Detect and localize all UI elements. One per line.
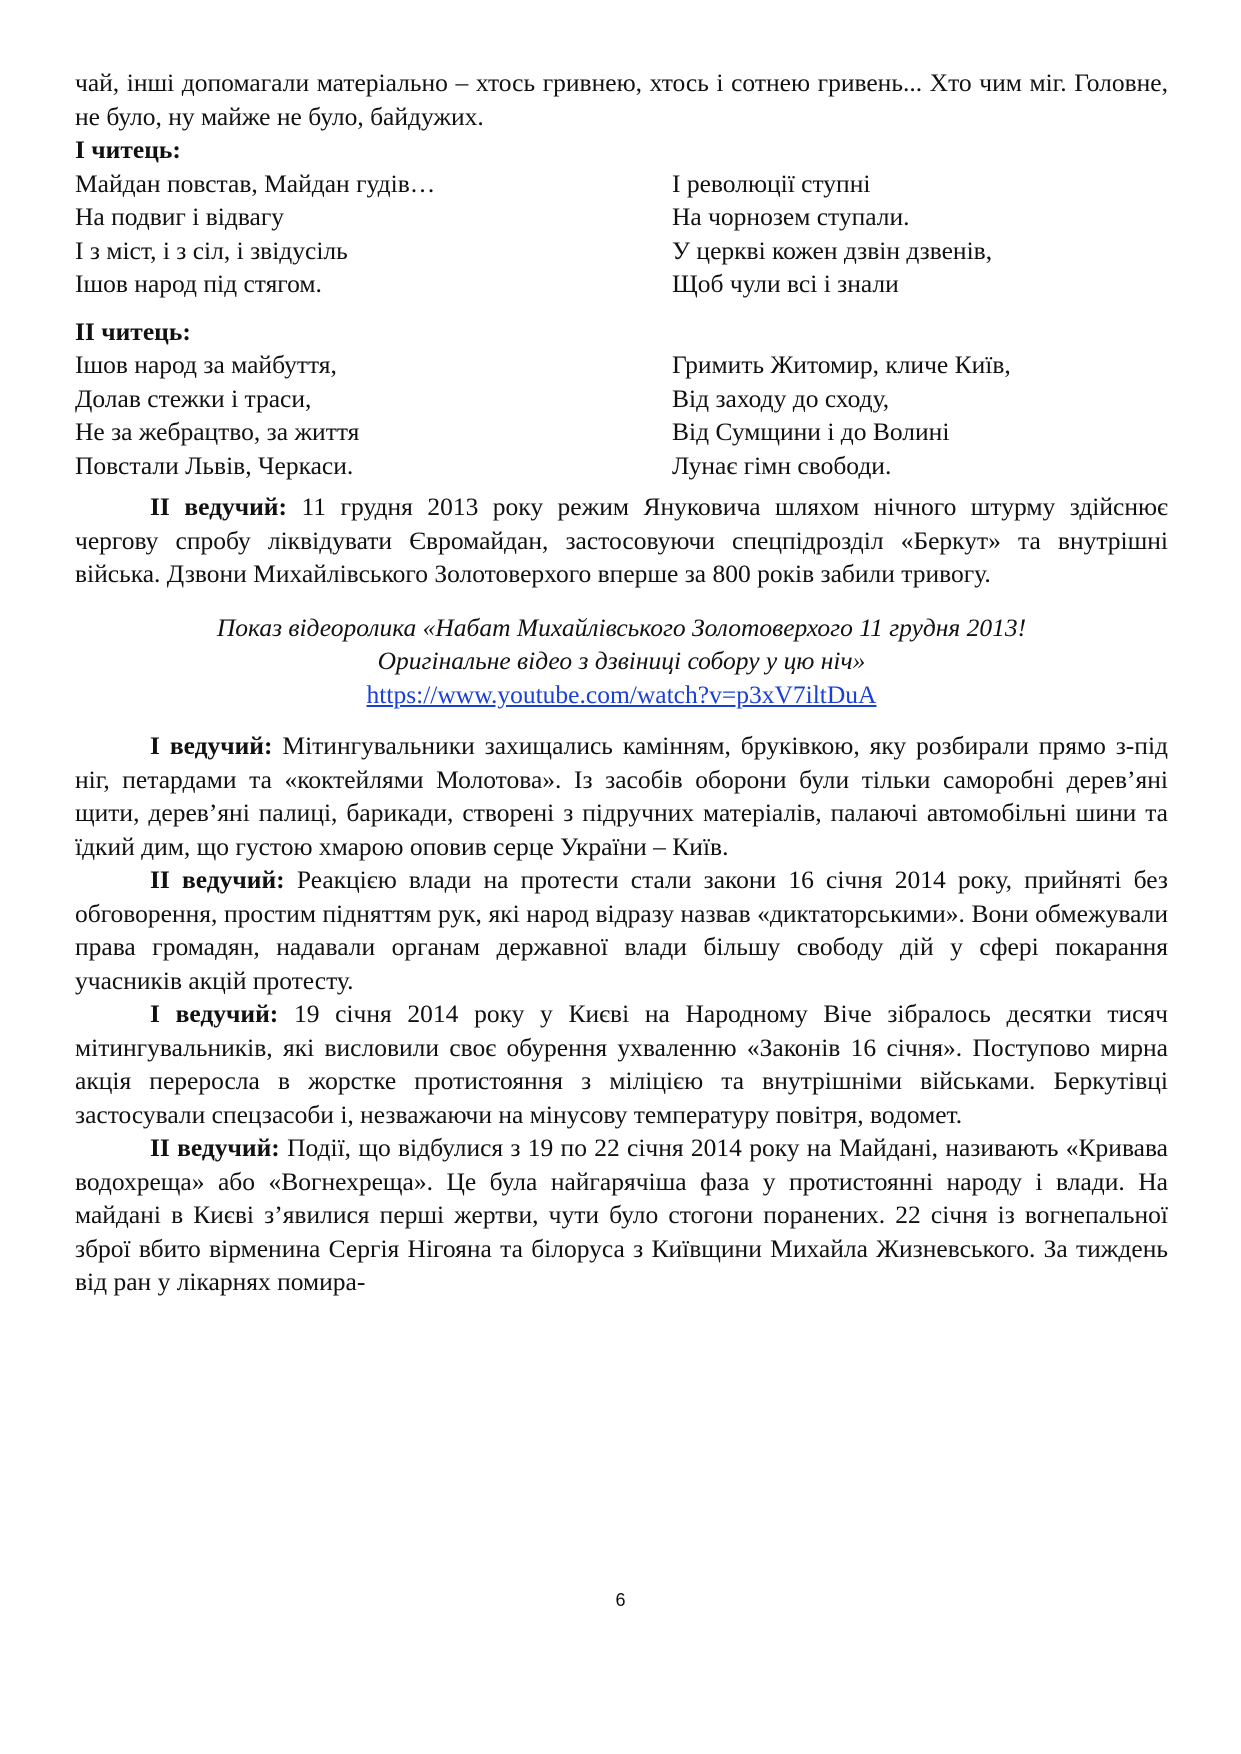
poem-line: Долав стежки і траси, <box>75 383 312 413</box>
poem-left-column <box>75 348 675 482</box>
paragraph-text: 19 січня 2014 року у Києві на Народному Віче зібралось десятки тисяч мітингувальників, які висловили своє обурення ухваленню «Законів 16 січня». Поступово мирна акція переросла в жорстке протистояння з міліцією та внутрішніми військами. Беркутівці застосували спецзасоби і, незважаючи на мінусову температуру повітря, водомет. <box>75 999 1168 1129</box>
poem-line: Від Сумщини і до Волині <box>672 417 950 446</box>
poem-line: Ішов народ за майбуття, <box>75 350 337 379</box>
poem-line: Повстали Львів, Черкаси. <box>75 450 354 480</box>
poem-left-column <box>75 167 675 301</box>
reader-1-heading: І читець: <box>75 135 181 164</box>
poem-line: На подвиг і відвагу <box>75 202 285 231</box>
poem-line: У церкві кожен дзвін дзвенів, <box>672 235 993 265</box>
speaker-label: І ведучий: <box>150 731 273 760</box>
poem-line: Гримить Житомир, кличе Київ, <box>672 350 1011 379</box>
speaker-label: ІІ ведучий: <box>150 865 285 894</box>
paragraph-text: Мітингувальники захищались камінням, бруківкою, яку розбирали прямо з-під ніг, петардами та «коктейлями Молотова». Із засобів оборони були тільки саморобні дерев’яні щити, дерев’яні палиці, барикади, створені з підручних матеріалів, палаючі автомобільні шини та їдкий дим, що густою хмарою оповив серце України – Київ. <box>75 731 1168 861</box>
speaker-label: ІІ ведучий: <box>150 1133 280 1162</box>
document-page <box>75 66 1168 1299</box>
poem-line: Не за жебрацтво, за життя <box>75 417 360 446</box>
poem-line: Від заходу до сходу, <box>672 383 890 413</box>
poem-line: Лунає гімн свободи. <box>672 450 892 480</box>
paragraph-5 <box>75 1131 1168 1299</box>
paragraph-4 <box>75 997 1168 1131</box>
page-number: 6 <box>615 1590 626 1610</box>
poem-line: Майдан повстав, Майдан гудів… <box>75 168 436 198</box>
poem-right-column <box>672 348 1011 482</box>
reader-2-poem <box>75 348 1168 482</box>
poem-line: І революції ступні <box>672 168 871 198</box>
poem-right-column <box>672 167 992 301</box>
speaker-label: ІІ ведучий: <box>150 492 287 521</box>
reader-1-poem <box>75 167 1168 301</box>
paragraph-3 <box>75 863 1168 997</box>
video-link[interactable]: https://www.youtube.com/watch?v=p3xV7iltDuA <box>366 679 877 709</box>
poem-line: І з міст, і з сіл, і звідусіль <box>75 235 348 265</box>
poem-line: На чорнозем ступали. <box>672 202 910 231</box>
paragraph-text: Реакцією влади на протести стали закони 16 січня 2014 року, прийняті без обговорення, простим підняттям рук, які народ відразу назвав «диктаторськими». Вони обмежували права громадян, надавали органам державної влади більшу свободу дій у сфері покарання учасників акцій протесту. <box>75 865 1169 995</box>
reader-2-heading: ІІ читець: <box>75 316 191 346</box>
paragraph-text: 11 грудня 2013 року режим Януковича шляхом нічного штурму здійснює чергову спробу ліквідувати Євромайдан, застосовуючи спецпідрозділ «Беркут» та внутрішні війська. Дзвони Михайлівського Золотоверхого вперше за 800 років забили тривогу. <box>75 492 1168 588</box>
speaker-label: І ведучий: <box>150 999 279 1028</box>
intro-paragraph: чай, інші допомагали матеріально – хтось гривнею, хтось і сотнею гривень... Хто чим міг. Головне, не було, ну майже не було, байдужих. <box>75 68 1168 131</box>
video-caption-line-2: Оригінальне відео з дзвіниці собору у цю ніч» <box>377 646 866 675</box>
poem-line: Ішов народ під стягом. <box>75 269 322 298</box>
video-caption-line-1: Показ відеоролика «Набат Михайлівського Золотоверхого 11 грудня 2013! <box>216 612 1027 642</box>
paragraph-2 <box>75 729 1168 863</box>
paragraph-1 <box>75 490 1168 591</box>
poem-line: Щоб чули всі і знали <box>672 269 899 298</box>
paragraph-text: Події, що відбулися з 19 по 22 січня 2014 року на Майдані, називають «Кривава водохреща» або «Вогнехреща». Це була найгарячіша фаза у протистоянні народу і влади. На майдані в Києві з’явилися перші жертви, чути було стогони поранених. 22 січня із вогнепальної зброї вбито вірменина Сергія Нігояна та білоруса з Київщини Михайла Жизневського. За тиждень від ран у лікарнях помира- <box>75 1133 1168 1296</box>
